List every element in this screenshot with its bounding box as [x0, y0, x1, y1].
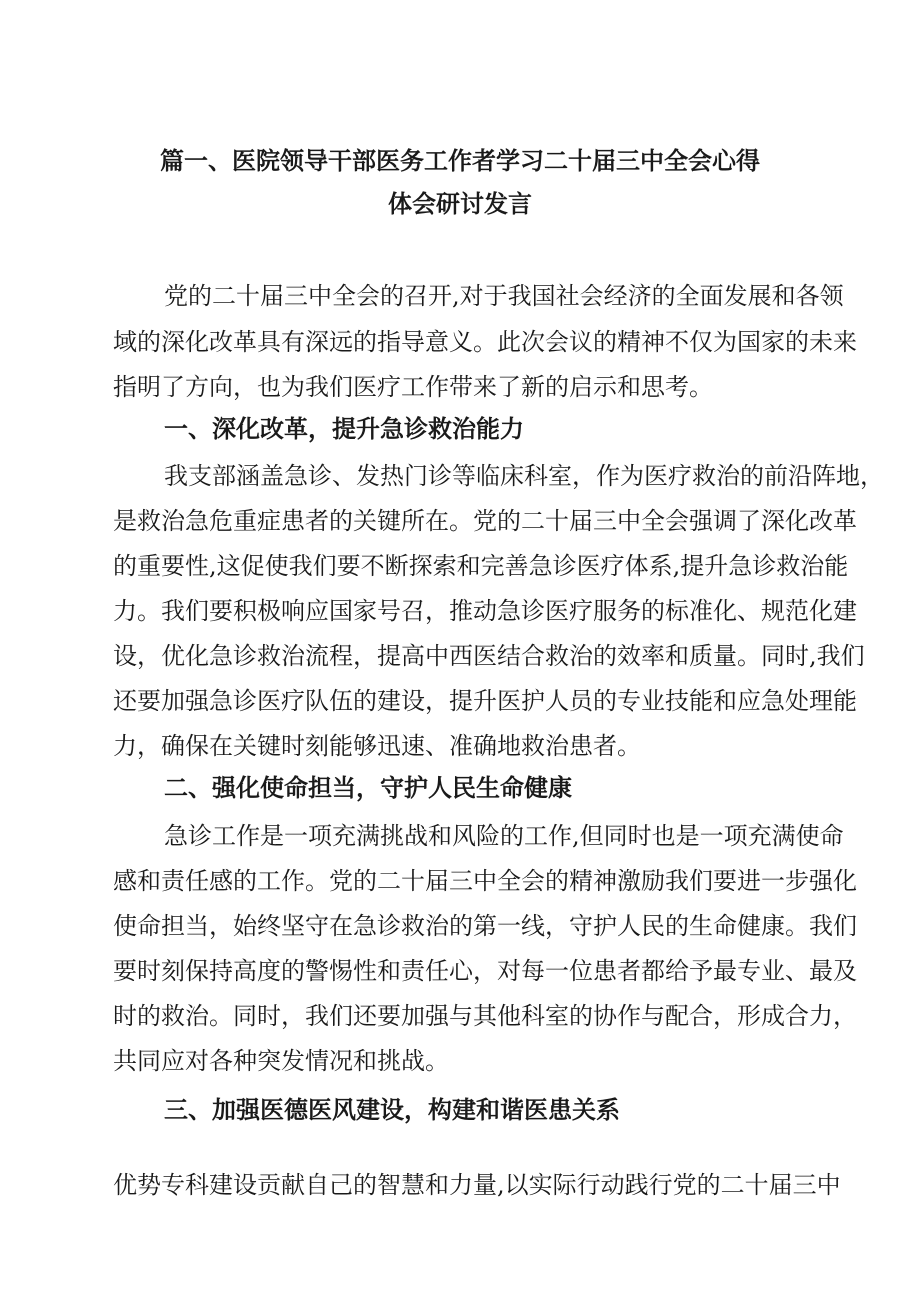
- section-heading-2: 二、强化使命担当，守护人民生命健康: [164, 773, 572, 802]
- intro-line: 党的二十届三中全会的召开,对于我国社会经济的全面发展和各领: [164, 282, 844, 310]
- section2-line: 共同应对各种突发情况和挑战。: [113, 1047, 449, 1075]
- section1-line: 力，确保在关键时刻能够迅速、准确地救治患者。: [113, 732, 641, 760]
- section1-line: 是救治急危重症患者的关键所在。党的二十届三中全会强调了深化改革: [113, 507, 857, 535]
- section1-line: 的重要性,这促使我们要不断探索和完善急诊医疗体系,提升急诊救治能: [113, 552, 849, 580]
- section2-line: 急诊工作是一项充满挑战和风险的工作,但同时也是一项充满使命: [164, 822, 844, 850]
- section2-line: 要时刻保持高度的警惕性和责任心，对每一位患者都给予最专业、最及: [113, 957, 857, 985]
- section1-line: 力。我们要积极响应国家号召，推动急诊医疗服务的标准化、规范化建: [113, 597, 857, 625]
- section2-line: 时的救治。同时，我们还要加强与其他科室的协作与配合，形成合力，: [113, 1002, 857, 1030]
- document-title-line1: 篇一、医院领导干部医务工作者学习二十届三中全会心得: [160, 146, 760, 175]
- intro-line: 指明了方向，也为我们医疗工作带来了新的启示和思考。: [113, 373, 713, 401]
- intro-line: 域的深化改革具有深远的指导意义。此次会议的精神不仅为国家的未来: [113, 328, 857, 356]
- section-heading-3: 三、加强医德医风建设，构建和谐医患关系: [164, 1095, 620, 1124]
- section2-line: 感和责任感的工作。党的二十届三中全会的精神激励我们要进一步强化: [113, 867, 857, 895]
- trailing-line: 优势专科建设贡献自己的智慧和力量,以实际行动践行党的二十届三中: [113, 1171, 841, 1199]
- document-title-line2: 体会研讨发言: [388, 189, 532, 218]
- section-heading-1: 一、深化改革，提升急诊救治能力: [164, 414, 524, 443]
- section2-line: 使命担当，始终坚守在急诊救治的第一线，守护人民的生命健康。我们: [113, 912, 857, 940]
- section1-line: 我支部涵盖急诊、发热门诊等临床科室，作为医疗救治的前沿阵地，: [164, 462, 884, 490]
- section1-line: 设，优化急诊救治流程，提高中西医结合救治的效率和质量。同时,我们: [113, 642, 865, 670]
- section1-line: 还要加强急诊医疗队伍的建设，提升医护人员的专业技能和应急处理能: [113, 687, 857, 715]
